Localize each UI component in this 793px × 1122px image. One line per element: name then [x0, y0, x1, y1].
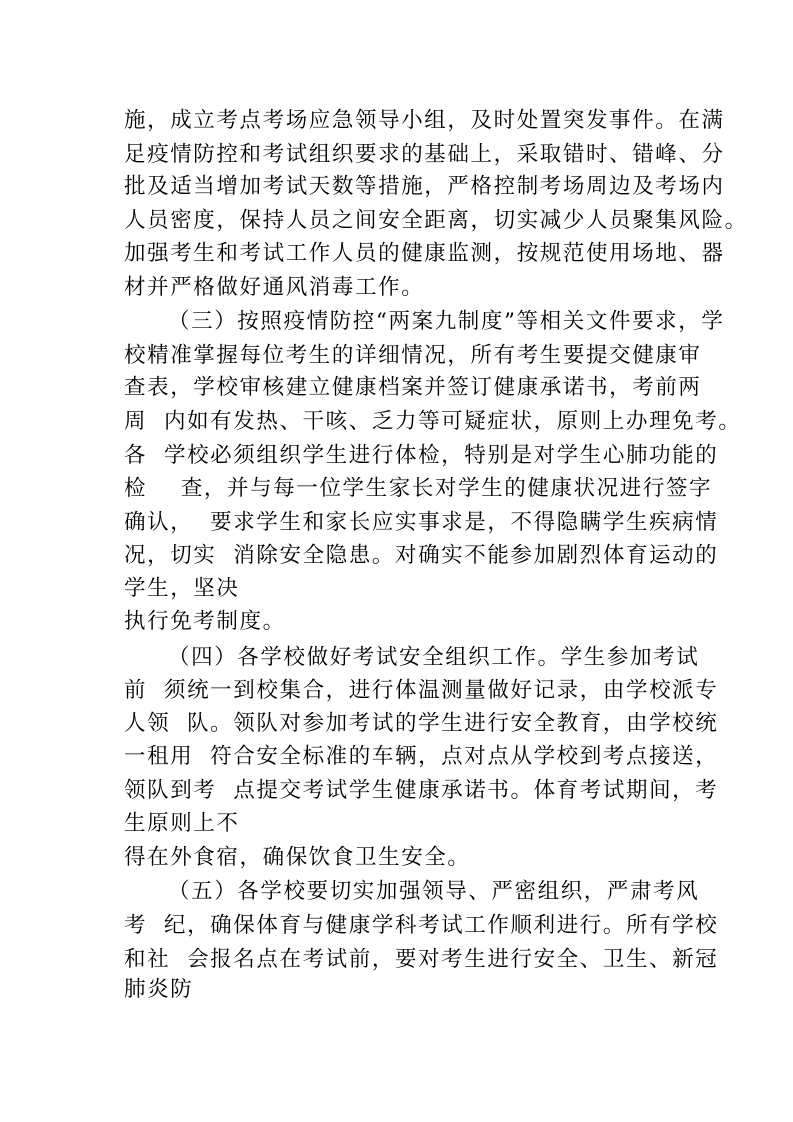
text-line: 执行免考制度。 — [124, 609, 286, 634]
text-line: 确认， 要求学生和家长应实事求是，不得隐瞒学生疾病情 — [124, 510, 719, 535]
text-line: 学生，坚决 — [124, 576, 240, 601]
text-line: 一租用 符合安全标准的车辆，点对点从学校到考点接送， — [124, 744, 719, 769]
text-line: 各 学校必须组织学生进行体检，特别是对学生心肺功能的 — [124, 443, 719, 468]
text-line: 前 须统一到校集合，进行体温测量做好记录，由学校派专 — [124, 678, 719, 703]
paragraph-heading-3: （三）按照疫情防控“两案九制度”等相关文件要求，学 — [168, 309, 725, 334]
text-line: 查表，学校审核建立健康档案并签订健康承诺书，考前两 — [124, 375, 702, 400]
text-line: 人员密度，保持人员之间安全距离，切实减少人员聚集风险。 — [124, 208, 748, 233]
text-line: 校精准掌握每位考生的详细情况，所有考生要提交健康审 — [124, 343, 702, 368]
text-line: 材并严格做好通风消毒工作。 — [124, 275, 425, 300]
text-line: 施，成立考点考场应急领导小组，及时处置突发事件。在满 — [124, 108, 725, 133]
text-line: 况，切实 消除安全隐患。对确实不能参加剧烈体育运动的 — [124, 543, 719, 568]
text-line: 批及适当增加考试天数等措施，严格控制考场周边及考场内 — [124, 174, 725, 199]
text-line: 加强考生和考试工作人员的健康监测，按规范使用场地、器 — [124, 241, 725, 266]
paragraph-heading-5: （五）各学校要切实加强领导、严密组织，严肃考风 — [168, 879, 700, 904]
text-line: 人领 队。领队对参加考试的学生进行安全教育，由学校统 — [124, 711, 719, 736]
text-line: 足疫情防控和考试组织要求的基础上，采取错时、错峰、分 — [124, 142, 725, 167]
text-line: 肺炎防 — [124, 977, 194, 1002]
text-line: 生原则上不 — [124, 811, 240, 836]
text-line: 周 内如有发热、干咳、乏力等可疑症状，原则上办理免考。 — [124, 409, 742, 434]
text-line: 得在外食宿，确保饮食卫生安全。 — [124, 845, 471, 870]
text-line: 考 纪，确保体育与健康学科考试工作顺利进行。所有学校 — [124, 913, 719, 938]
text-line: 和社 会报名点在考试前，要对考生进行安全、卫生、新冠 — [124, 947, 719, 972]
paragraph-heading-4: （四）各学校做好考试安全组织工作。学生参加考试 — [168, 645, 700, 670]
text-line: 检 查，并与每一位学生家长对学生的健康状况进行签字 — [124, 476, 713, 501]
text-line: 领队到考 点提交考试学生健康承诺书。体育考试期间，考 — [124, 778, 719, 803]
